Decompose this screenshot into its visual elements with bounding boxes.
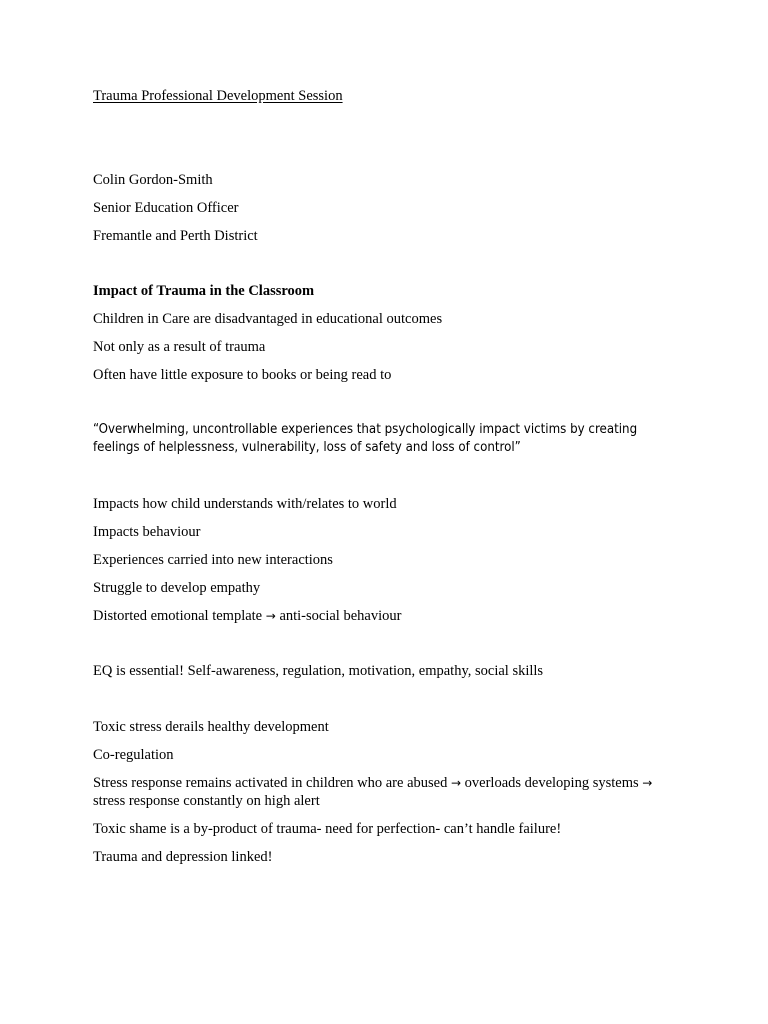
definition-quote: “Overwhelming, uncontrollable experiences that psychologically impact victims by creating feelings of helplessness, vulnerability, loss of safety and loss of control”: [93, 422, 638, 455]
document-title: Trauma Professional Development Session: [93, 88, 343, 104]
intro-line-1: Children in Care are disadvantaged in educational outcomes: [93, 311, 443, 327]
impact-line-3: Experiences carried into new interactions: [93, 552, 333, 568]
stress-line-1: Toxic stress derails healthy development: [93, 719, 329, 735]
section-heading: Impact of Trauma in the Classroom: [93, 283, 315, 299]
intro-line-2: Not only as a result of trauma: [93, 339, 266, 355]
right-arrow-icon: →: [450, 776, 462, 790]
distorted-template-text: Distorted emotional template: [93, 608, 266, 624]
impact-line-4: Struggle to develop empathy: [93, 580, 261, 596]
right-arrow-icon: →: [642, 776, 653, 790]
distorted-template-line: [93, 607, 401, 625]
author-name: Colin Gordon-Smith: [93, 172, 213, 188]
depression-line: Trauma and depression linked!: [93, 849, 273, 865]
stress-response-text-2: overloads developing systems: [461, 775, 643, 791]
stress-line-2: Co-regulation: [93, 747, 174, 763]
toxic-shame-line: Toxic shame is a by-product of trauma- need for perfection- can’t handle failure!: [93, 821, 562, 837]
stress-response-paragraph: [93, 774, 653, 810]
distorted-template-result: anti-social behaviour: [275, 608, 402, 624]
eq-line: EQ is essential! Self-awareness, regulation, motivation, empathy, social skills: [93, 663, 544, 679]
author-role: Senior Education Officer: [93, 200, 239, 216]
author-district: Fremantle and Perth District: [93, 228, 258, 244]
intro-line-3: Often have little exposure to books or being read to: [93, 367, 392, 383]
impact-line-2: Impacts behaviour: [93, 524, 201, 540]
stress-response-text-1: Stress response remains activated in children who are abused: [93, 775, 451, 791]
impact-line-1: Impacts how child understands with/relates to world: [93, 496, 397, 512]
stress-response-text-3: stress response constantly on high alert: [93, 793, 320, 809]
right-arrow-icon: →: [265, 609, 276, 623]
